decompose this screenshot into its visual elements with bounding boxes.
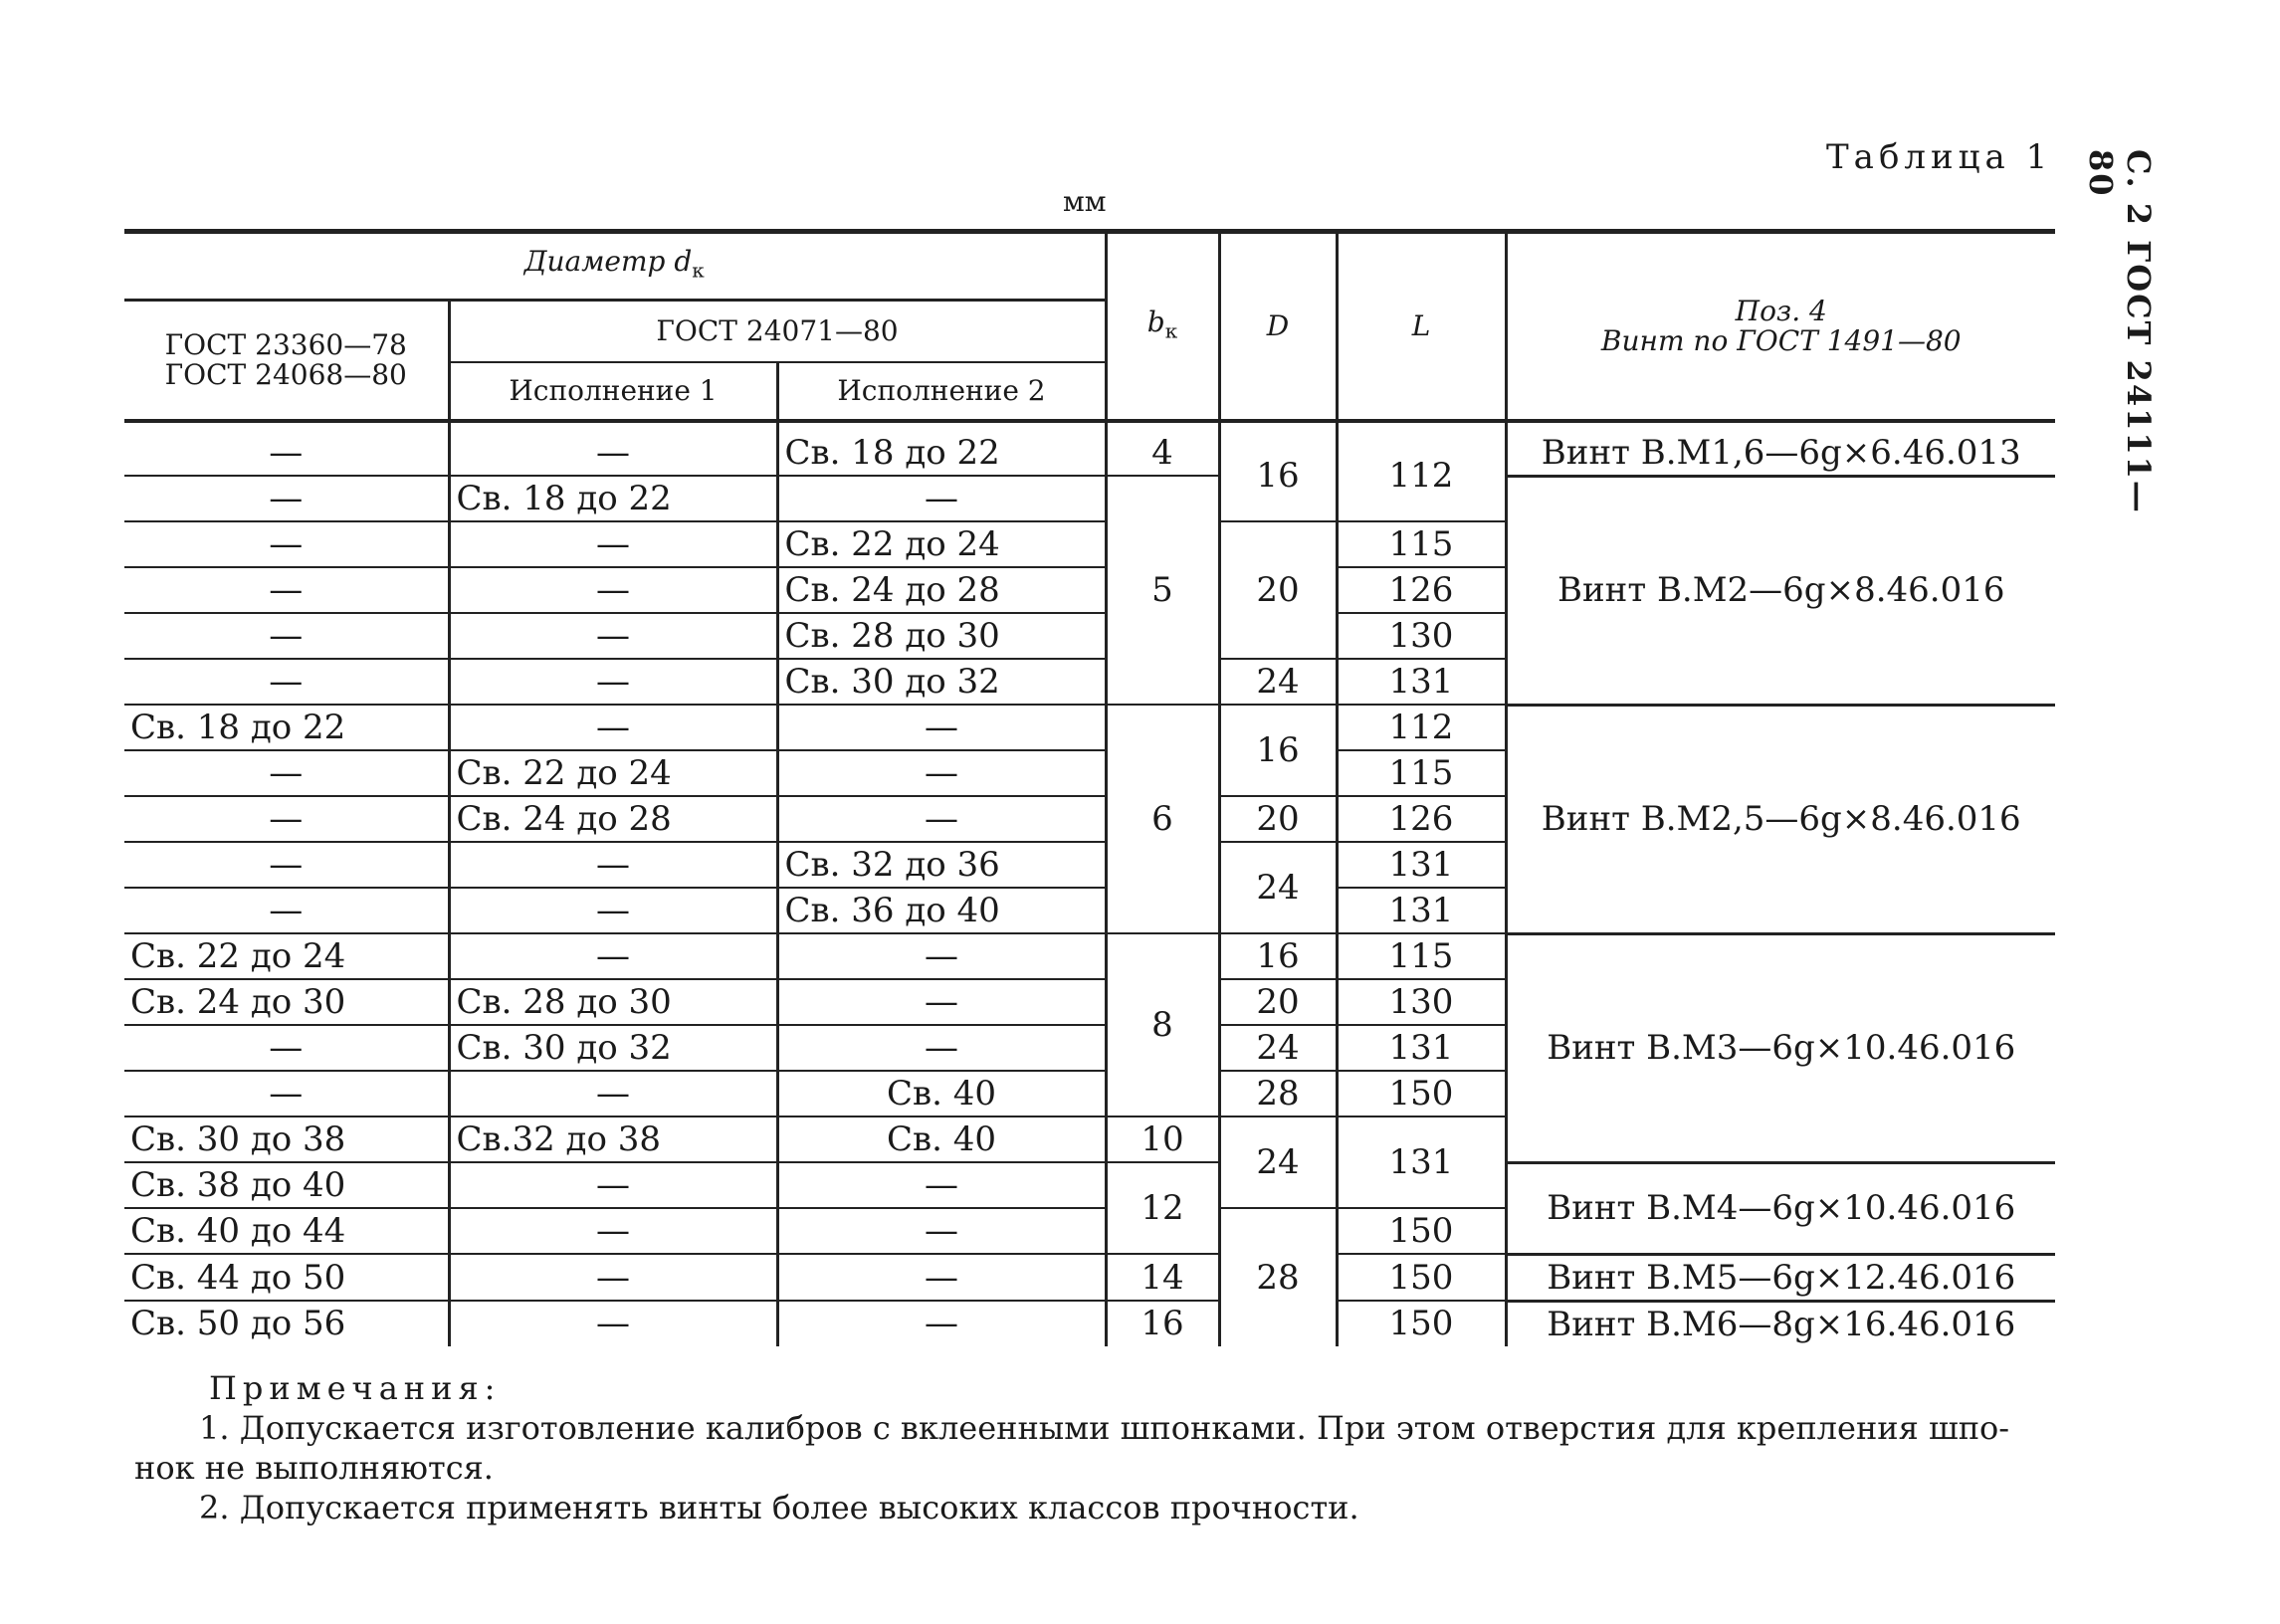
cell-d: 16 (1219, 933, 1337, 979)
cell-gost-a: Св. 38 до 40 (124, 1162, 449, 1208)
cell-gost-a: — (124, 421, 449, 477)
table-row (124, 476, 2055, 521)
cell-l: 131 (1337, 659, 1506, 705)
gost-b-header: ГОСТ 24071—80 (449, 300, 1106, 362)
cell-exec2: Св. 24 до 28 (777, 567, 1106, 613)
cell-l: 115 (1337, 933, 1506, 979)
cell-d: 16 (1219, 705, 1337, 796)
table-title: Таблица 1 (1826, 137, 2053, 177)
cell-exec2: Св. 36 до 40 (777, 888, 1106, 933)
cell-l: 150 (1337, 1301, 1506, 1346)
cell-d: 20 (1219, 521, 1337, 659)
cell-gost-a: Св. 30 до 38 (124, 1116, 449, 1162)
cell-gost-a: — (124, 888, 449, 933)
cell-exec1: — (449, 521, 777, 567)
notes (134, 1368, 2030, 1527)
cell-exec2: — (777, 1254, 1106, 1301)
cell-gost-a: Св. 22 до 24 (124, 933, 449, 979)
cell-screw: Винт В.М5—6g×12.46.016 (1506, 1254, 2055, 1301)
cell-exec2: — (777, 1162, 1106, 1208)
cell-screw: Винт В.М3—6g×10.46.016 (1506, 933, 2055, 1162)
cell-exec2: — (777, 1025, 1106, 1071)
cell-exec1: Св. 24 до 28 (449, 796, 777, 842)
note-2: 2. Допускается применять винты более высоких классов прочности. (199, 1489, 1359, 1526)
cell-exec1: Св. 22 до 24 (449, 750, 777, 796)
cell-l: 130 (1337, 979, 1506, 1025)
cell-exec1: Св. 30 до 32 (449, 1025, 777, 1071)
cell-exec1: — (449, 1162, 777, 1208)
table-row (124, 1162, 2055, 1208)
table-row (124, 1301, 2055, 1346)
cell-screw: Винт В.М6—8g×16.46.016 (1506, 1301, 2055, 1346)
cell-l: 131 (1337, 888, 1506, 933)
cell-l: 150 (1337, 1071, 1506, 1116)
cell-l: 131 (1337, 842, 1506, 888)
cell-exec1: — (449, 421, 777, 477)
cell-d: 24 (1219, 842, 1337, 933)
cell-gost-a: — (124, 796, 449, 842)
cell-l: 131 (1337, 1025, 1506, 1071)
cell-exec2: Св. 40 (777, 1071, 1106, 1116)
diameter-header: Диаметр $d_к$ (124, 232, 1106, 301)
cell-screw: Винт В.М2—6g×8.46.016 (1506, 476, 2055, 705)
cell-gost-a: — (124, 842, 449, 888)
data-table (124, 229, 2055, 1346)
cell-bk: 4 (1106, 421, 1219, 477)
cell-exec1: — (449, 1071, 777, 1116)
d-header: D (1219, 232, 1337, 421)
bk-header: $b_к$ (1106, 232, 1219, 421)
cell-exec2: — (777, 750, 1106, 796)
cell-exec2: — (777, 1208, 1106, 1254)
cell-exec2: Св. 30 до 32 (777, 659, 1106, 705)
cell-gost-a: — (124, 750, 449, 796)
exec1-header: Исполнение 1 (449, 362, 777, 421)
note-1-continuation: нок не выполняются. (134, 1449, 494, 1487)
cell-gost-a: Св. 40 до 44 (124, 1208, 449, 1254)
cell-exec1: — (449, 1254, 777, 1301)
cell-gost-a: — (124, 567, 449, 613)
cell-l: 115 (1337, 521, 1506, 567)
cell-l: 112 (1337, 705, 1506, 750)
cell-exec1: Св.32 до 38 (449, 1116, 777, 1162)
notes-title: Примечания: (209, 1369, 502, 1407)
cell-l: 126 (1337, 796, 1506, 842)
cell-l: 126 (1337, 567, 1506, 613)
cell-d: 28 (1219, 1071, 1337, 1116)
cell-gost-a: — (124, 476, 449, 521)
cell-d: 16 (1219, 421, 1337, 522)
cell-exec2: Св. 22 до 24 (777, 521, 1106, 567)
page-side-header: С. 2 ГОСТ 24111—80 (2082, 149, 2158, 514)
cell-gost-a: Св. 44 до 50 (124, 1254, 449, 1301)
cell-exec1: Св. 28 до 30 (449, 979, 777, 1025)
note-1: 1. Допускается изготовление калибров с вклеенными шпонками. При этом отверстия для крепления шпо- (199, 1409, 2010, 1447)
cell-exec1: Св. 18 до 22 (449, 476, 777, 521)
gost-a-header: ГОСТ 23360—78 ГОСТ 24068—80 (124, 300, 449, 421)
cell-exec2: — (777, 796, 1106, 842)
cell-bk: 14 (1106, 1254, 1219, 1301)
cell-screw: Винт В.М4—6g×10.46.016 (1506, 1162, 2055, 1254)
cell-gost-a: — (124, 659, 449, 705)
cell-l: 112 (1337, 421, 1506, 522)
cell-exec2: Св. 32 до 36 (777, 842, 1106, 888)
exec2-header: Исполнение 2 (777, 362, 1106, 421)
cell-gost-a: Св. 18 до 22 (124, 705, 449, 750)
cell-exec1: — (449, 888, 777, 933)
pos4-header: Поз. 4 Винт по ГОСТ 1491—80 (1506, 232, 2055, 421)
unit-label: мм (1063, 185, 1107, 218)
cell-gost-a: Св. 24 до 30 (124, 979, 449, 1025)
cell-bk: 6 (1106, 705, 1219, 933)
table-row (124, 933, 2055, 979)
l-header: L (1337, 232, 1506, 421)
cell-gost-a: — (124, 521, 449, 567)
cell-exec2: Св. 18 до 22 (777, 421, 1106, 477)
cell-exec2: — (777, 476, 1106, 521)
cell-exec1: — (449, 567, 777, 613)
cell-d: 28 (1219, 1208, 1337, 1346)
cell-screw: Винт В.М1,6—6g×6.46.013 (1506, 421, 2055, 477)
table-row (124, 705, 2055, 750)
cell-exec2: Св. 40 (777, 1116, 1106, 1162)
cell-exec1: — (449, 842, 777, 888)
cell-bk: 12 (1106, 1162, 1219, 1254)
cell-exec2: — (777, 705, 1106, 750)
cell-gost-a: Св. 50 до 56 (130, 1304, 346, 1344)
cell-l: 115 (1337, 750, 1506, 796)
cell-d: 24 (1219, 1116, 1337, 1208)
cell-screw: Винт В.М2,5—6g×8.46.016 (1506, 705, 2055, 933)
cell-bk: 16 (1106, 1301, 1219, 1346)
cell-l: 131 (1337, 1116, 1506, 1208)
cell-bk: 5 (1106, 476, 1219, 705)
cell-exec1: — (449, 705, 777, 750)
cell-bk: 10 (1106, 1116, 1219, 1162)
cell-exec2: Св. 28 до 30 (777, 613, 1106, 659)
cell-exec1: — (449, 1301, 777, 1346)
cell-l: 130 (1337, 613, 1506, 659)
cell-exec1: — (449, 659, 777, 705)
cell-d: 20 (1219, 796, 1337, 842)
cell-d: 20 (1219, 979, 1337, 1025)
cell-exec2: — (777, 979, 1106, 1025)
cell-gost-a: — (124, 1025, 449, 1071)
cell-exec1: — (449, 933, 777, 979)
cell-l: 150 (1337, 1254, 1506, 1301)
table-row (124, 1254, 2055, 1301)
cell-gost-a: — (124, 613, 449, 659)
cell-d: 24 (1219, 1025, 1337, 1071)
cell-exec1: — (449, 1208, 777, 1254)
cell-exec2: — (777, 1301, 1106, 1346)
cell-d: 24 (1219, 659, 1337, 705)
cell-exec2: — (777, 933, 1106, 979)
cell-exec1: — (449, 613, 777, 659)
cell-l: 150 (1337, 1208, 1506, 1254)
cell-bk: 8 (1106, 933, 1219, 1116)
cell-gost-a: — (124, 1071, 449, 1116)
table-row (124, 421, 2055, 477)
